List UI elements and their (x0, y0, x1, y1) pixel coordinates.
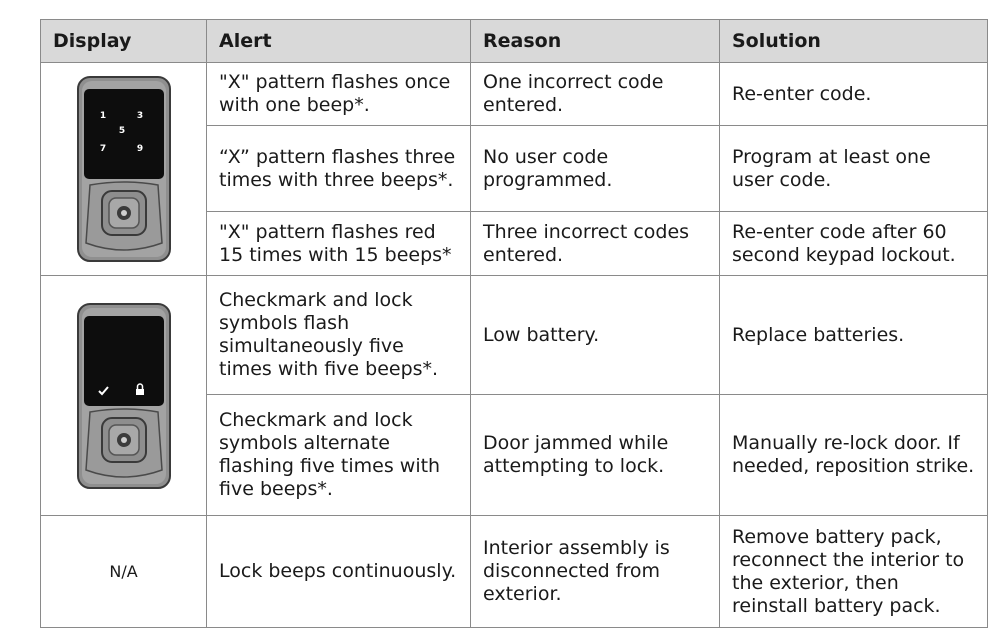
keypad-digit: 3 (136, 111, 143, 121)
solution-cell: Re-enter code after 60 second keypad lockout. (720, 212, 988, 276)
alert-cell: "X" pattern flashes red 15 times with 15 beeps* (207, 212, 471, 276)
table-row (41, 63, 988, 126)
reason-cell: Interior assembly is disconnected from exterior. (471, 516, 720, 628)
reason-cell: Three incorrect codes entered. (471, 212, 720, 276)
header-row (41, 20, 988, 63)
keypad-digit: 1 (99, 111, 106, 121)
alert-cell: “X” pattern flashes three times with three beeps*. (207, 126, 471, 212)
reason-cell: Low battery. (471, 276, 720, 395)
display-cell-lock (41, 276, 207, 516)
solution-cell: Replace batteries. (720, 276, 988, 395)
reason-cell: One incorrect code entered. (471, 63, 720, 126)
display-cell-na: N/A (41, 516, 207, 628)
keypad-check-lock-icon (76, 302, 172, 490)
header-alert: Alert (207, 20, 471, 63)
header-reason: Reason (471, 20, 720, 63)
alert-cell: Checkmark and lock symbols flash simultaneously five times with five beeps*. (207, 276, 471, 395)
solution-cell: Program at least one user code. (720, 126, 988, 212)
header-display: Display (41, 20, 207, 63)
keypad-digit: 9 (136, 144, 143, 154)
reason-cell: No user code programmed. (471, 126, 720, 212)
solution-cell: Remove battery pack, reconnect the interior to the exterior, then reinstall battery pack. (720, 516, 988, 628)
reason-cell: Door jammed while attempting to lock. (471, 395, 720, 516)
troubleshooting-table (40, 19, 988, 628)
header-solution: Solution (720, 20, 988, 63)
table-row (41, 276, 988, 395)
alert-cell: Checkmark and lock symbols alternate flashing five times with five beeps*. (207, 395, 471, 516)
table-row (41, 516, 988, 628)
display-cell-keypad (41, 63, 207, 276)
solution-cell: Manually re-lock door. If needed, reposition strike. (720, 395, 988, 516)
keypad-digit: 7 (99, 144, 106, 154)
alert-cell: Lock beeps continuously. (207, 516, 471, 628)
keypad-digit: 5 (118, 126, 125, 136)
solution-cell: Re-enter code. (720, 63, 988, 126)
alert-cell: "X" pattern flashes once with one beep*. (207, 63, 471, 126)
keypad-x-pattern-icon (76, 75, 172, 263)
